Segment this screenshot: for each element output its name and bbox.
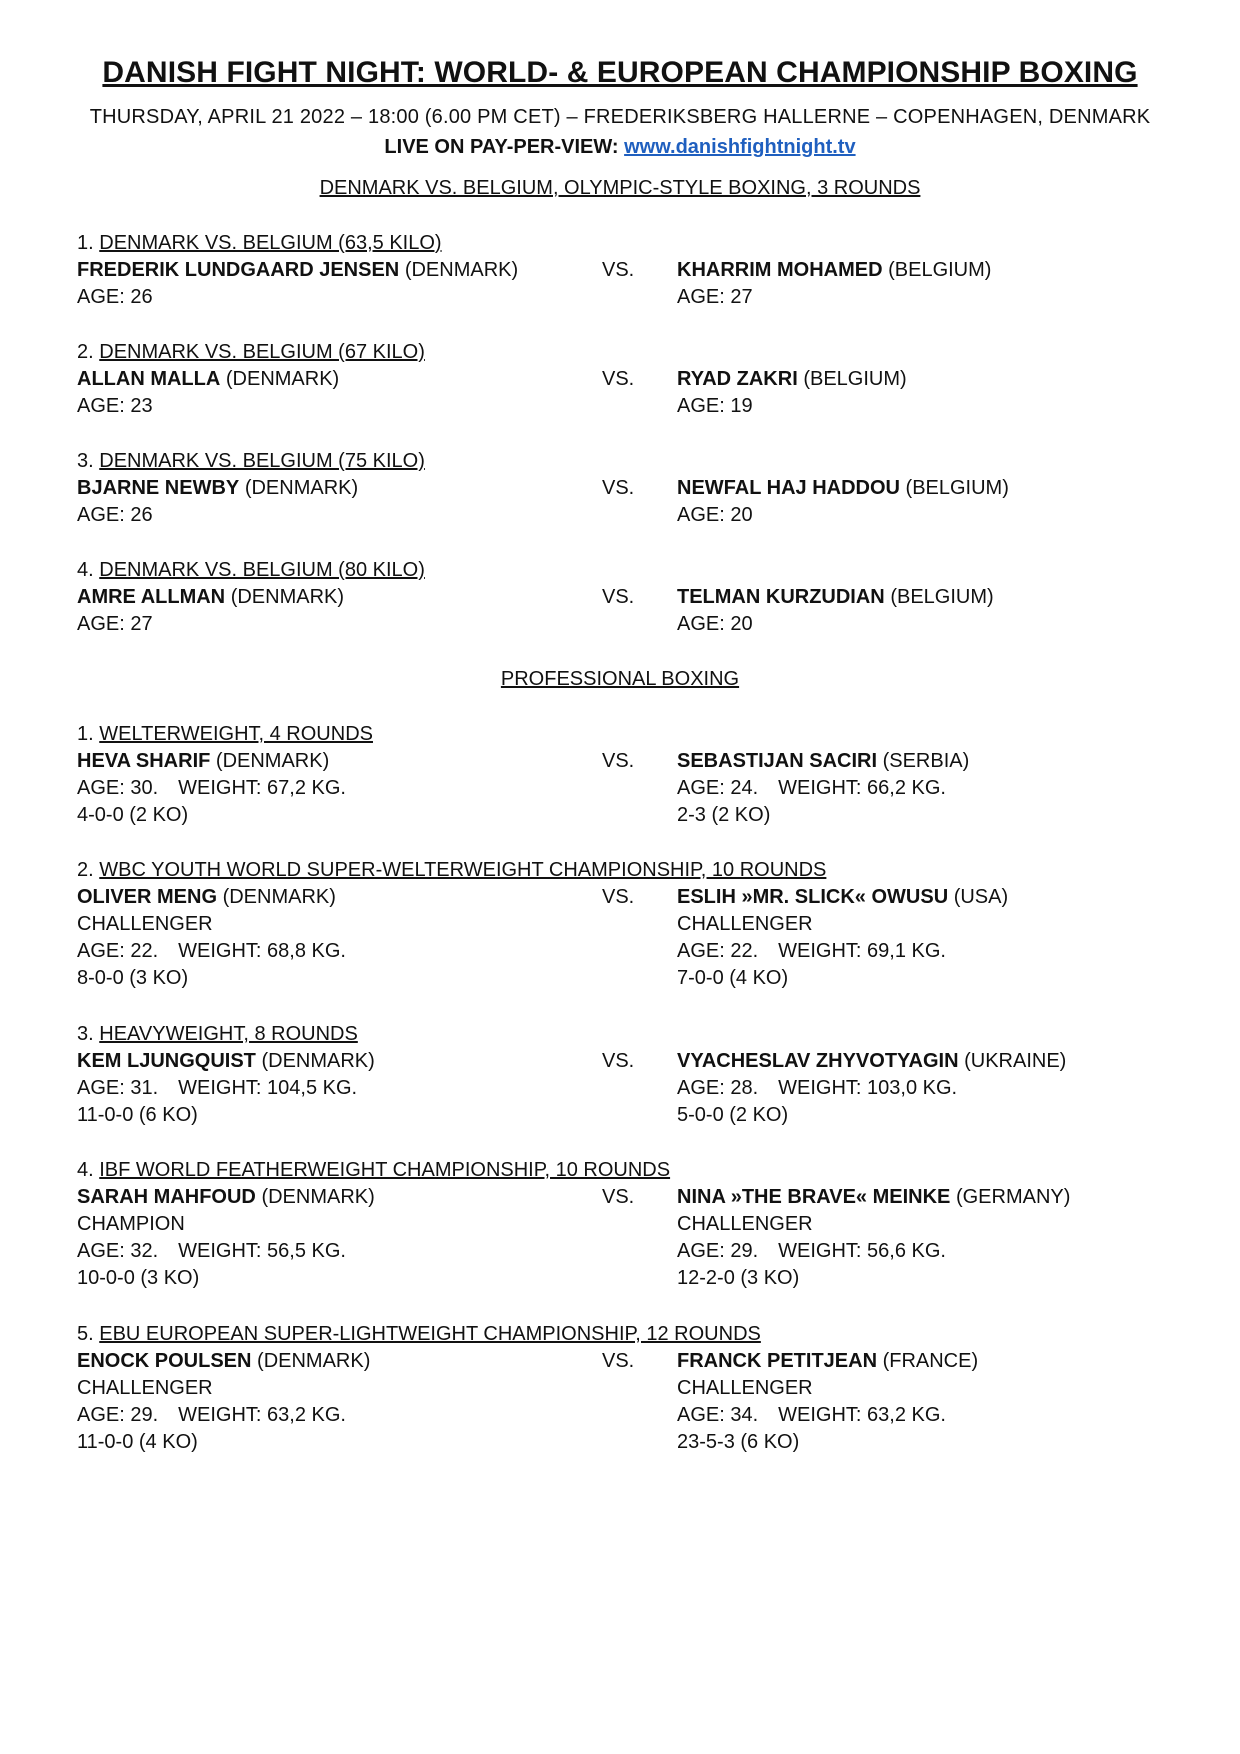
live-label: LIVE ON PAY-PER-VIEW: [384,136,619,158]
fighter-status: CHAMPION [77,1213,185,1235]
fighter-country: (BELGIUM) [803,368,907,390]
fighter-status: CHALLENGER [77,1377,213,1399]
fighter-age: AGE: 29. [677,1240,759,1262]
fighter-age: AGE: 32. [77,1240,159,1262]
fighter-age: AGE: 23 [77,395,153,417]
bout-label: WBC YOUTH WORLD SUPER-WELTERWEIGHT CHAMPIONSHIP, 10 ROUNDS [99,859,827,881]
vs-label: VS. [602,368,635,390]
live-url-link[interactable]: www.danishfightnight.tv [624,136,856,158]
fighter-name: OLIVER MENG [77,886,218,908]
right-fighter [677,586,994,609]
fighter-weight: WEIGHT: 56,5 KG. [178,1240,346,1262]
fighter-status: CHALLENGER [677,913,813,935]
fighter-country: (DENMARK) [222,886,336,908]
fighter-stats [677,1077,957,1100]
fighter-record: 10-0-0 (3 KO) [77,1267,200,1289]
right-fighter [677,368,907,391]
fighter-age: AGE: 28. [677,1077,759,1099]
fighter-record: 23-5-3 (6 KO) [677,1431,800,1453]
left-fighter [77,750,329,773]
fighter-name: FRANCK PETITJEAN [677,1350,878,1372]
fighter-weight: WEIGHT: 104,5 KG. [178,1077,358,1099]
bout-heading [77,341,425,364]
fighter-country: (DENMARK) [257,1350,371,1372]
fighter-weight: WEIGHT: 103,0 KG. [778,1077,958,1099]
fighter-weight: WEIGHT: 67,2 KG. [178,777,346,799]
fighter-age: AGE: 22. [77,940,159,962]
fighter-country: (USA) [953,886,1009,908]
bout-heading [77,232,442,255]
fighter-name: HEVA SHARIF [77,750,211,772]
fighter-record: 11-0-0 (6 KO) [77,1104,198,1126]
fighter-record: 7-0-0 (4 KO) [677,967,789,989]
bout-number: 4. [77,1159,94,1181]
fighter-name: SEBASTIJAN SACIRI [677,750,878,772]
professional-section-heading: PROFESSIONAL BOXING [500,668,740,690]
fighter-name: NEWFAL HAJ HADDOU [677,477,900,499]
bout-heading [77,859,826,882]
left-fighter [77,586,344,609]
left-fighter [77,886,336,909]
fighter-age: AGE: 26 [77,286,153,308]
fighter-weight: WEIGHT: 56,6 KG. [778,1240,946,1262]
right-fighter [677,750,969,773]
fighter-stats [77,777,346,800]
fighter-country: (GERMANY) [955,1186,1071,1208]
vs-label: VS. [602,1350,635,1372]
right-fighter [677,1050,1066,1073]
fighter-weight: WEIGHT: 63,2 KG. [178,1404,346,1426]
fighter-country: (DENMARK) [225,368,340,390]
document-title: DANISH FIGHT NIGHT: WORLD- & EUROPEAN CHAMPIONSHIP BOXING [102,56,1138,89]
fighter-country: (BELGIUM) [890,586,994,608]
fighter-name: ESLIH »MR. SLICK« OWUSU [677,886,949,908]
bout-number: 1. [77,232,94,254]
bout-label: IBF WORLD FEATHERWEIGHT CHAMPIONSHIP, 10 ROUNDS [99,1159,671,1181]
left-fighter [77,1350,370,1373]
fighter-name: RYAD ZAKRI [677,368,798,390]
fighter-status: CHALLENGER [677,1213,813,1235]
fighter-record: 2-3 (2 KO) [677,804,771,826]
bout-heading [77,559,425,582]
fighter-weight: WEIGHT: 69,1 KG. [778,940,946,962]
bout-number: 2. [77,859,94,881]
vs-label: VS. [602,886,635,908]
fighter-weight: WEIGHT: 66,2 KG. [778,777,946,799]
fighter-name: ALLAN MALLA [77,368,221,390]
fighter-country: (DENMARK) [215,750,330,772]
left-fighter [77,1050,375,1073]
bout-label: WELTERWEIGHT, 4 ROUNDS [99,723,373,745]
fighter-stats [677,940,946,963]
event-details: THURSDAY, APRIL 21 2022 – 18:00 (6.00 PM CET) – FREDERIKSBERG HALLERNE – COPENHAGEN, DENMARK [89,106,1151,128]
fighter-age: AGE: 34. [677,1404,759,1426]
left-fighter [77,1186,375,1209]
fighter-age: AGE: 29. [77,1404,159,1426]
fighter-stats [677,1404,946,1427]
bout-label: DENMARK VS. BELGIUM (75 KILO) [99,450,425,472]
right-fighter [677,886,1008,909]
fighter-age: AGE: 27 [77,613,153,635]
vs-label: VS. [602,1186,635,1208]
amateur-section-heading: DENMARK VS. BELGIUM, OLYMPIC-STYLE BOXING, 3 ROUNDS [319,177,921,199]
left-fighter [77,477,358,500]
fighter-name: BJARNE NEWBY [77,477,240,499]
fighter-name: AMRE ALLMAN [77,586,226,608]
fighter-status: CHALLENGER [677,1377,813,1399]
right-fighter [677,1350,978,1373]
fighter-record: 4-0-0 (2 KO) [77,804,189,826]
fighter-name: TELMAN KURZUDIAN [677,586,885,608]
bout-number: 3. [77,1023,94,1045]
bout-heading [77,1159,670,1182]
fighter-name: KEM LJUNGQUIST [77,1050,256,1072]
bout-label: EBU EUROPEAN SUPER-LIGHTWEIGHT CHAMPIONSHIP, 12 ROUNDS [99,1323,761,1345]
bout-heading [77,723,373,746]
fighter-stats [77,1077,357,1100]
fighter-name: NINA »THE BRAVE« MEINKE [677,1186,951,1208]
fighter-stats [77,1240,346,1263]
fighter-name: KHARRIM MOHAMED [677,259,883,281]
bout-number: 3. [77,450,94,472]
fighter-age: AGE: 19 [677,395,753,417]
fighter-age: AGE: 27 [677,286,753,308]
right-fighter [677,1186,1070,1209]
bout-heading [77,1323,761,1346]
fighter-stats [77,1404,346,1427]
right-fighter [677,259,991,282]
fighter-weight: WEIGHT: 63,2 KG. [778,1404,946,1426]
right-fighter [677,477,1009,500]
live-line [0,136,1240,159]
fighter-record: 12-2-0 (3 KO) [677,1267,800,1289]
bout-label: DENMARK VS. BELGIUM (67 KILO) [99,341,425,363]
fighter-country: (UKRAINE) [964,1050,1067,1072]
fighter-age: AGE: 26 [77,504,153,526]
fighter-age: AGE: 20 [677,504,753,526]
fighter-name: VYACHESLAV ZHYVOTYAGIN [677,1050,959,1072]
fighter-status: CHALLENGER [77,913,213,935]
bout-heading [77,1023,358,1046]
vs-label: VS. [602,750,635,772]
fighter-record: 5-0-0 (2 KO) [677,1104,789,1126]
bout-label: DENMARK VS. BELGIUM (80 KILO) [99,559,425,581]
fighter-stats [77,940,346,963]
fighter-country: (FRANCE) [882,1350,979,1372]
fighter-age: AGE: 20 [677,613,753,635]
fighter-country: (SERBIA) [882,750,970,772]
fighter-country: (DENMARK) [261,1186,375,1208]
bout-heading [77,450,425,473]
fighter-name: FREDERIK LUNDGAARD JENSEN [77,259,400,281]
fighter-country: (BELGIUM) [905,477,1009,499]
fighter-stats [677,1240,946,1263]
bout-number: 4. [77,559,94,581]
fighter-age: AGE: 31. [77,1077,159,1099]
left-fighter [77,259,518,282]
vs-label: VS. [602,259,635,281]
fighter-record: 11-0-0 (4 KO) [77,1431,198,1453]
bout-number: 2. [77,341,94,363]
vs-label: VS. [602,586,635,608]
bout-number: 5. [77,1323,94,1345]
fighter-name: ENOCK POULSEN [77,1350,252,1372]
fighter-age: AGE: 24. [677,777,759,799]
fighter-stats [677,777,946,800]
fighter-country: (DENMARK) [244,477,359,499]
fighter-country: (DENMARK) [404,259,519,281]
fighter-age: AGE: 30. [77,777,159,799]
fighter-country: (DENMARK) [230,586,345,608]
fighter-country: (BELGIUM) [888,259,992,281]
fighter-country: (DENMARK) [261,1050,375,1072]
left-fighter [77,368,339,391]
vs-label: VS. [602,477,635,499]
fighter-name: SARAH MAHFOUD [77,1186,256,1208]
fighter-weight: WEIGHT: 68,8 KG. [178,940,346,962]
bout-number: 1. [77,723,94,745]
bout-label: HEAVYWEIGHT, 8 ROUNDS [99,1023,358,1045]
bout-label: DENMARK VS. BELGIUM (63,5 KILO) [99,232,442,254]
vs-label: VS. [602,1050,635,1072]
fighter-record: 8-0-0 (3 KO) [77,967,189,989]
fighter-age: AGE: 22. [677,940,759,962]
